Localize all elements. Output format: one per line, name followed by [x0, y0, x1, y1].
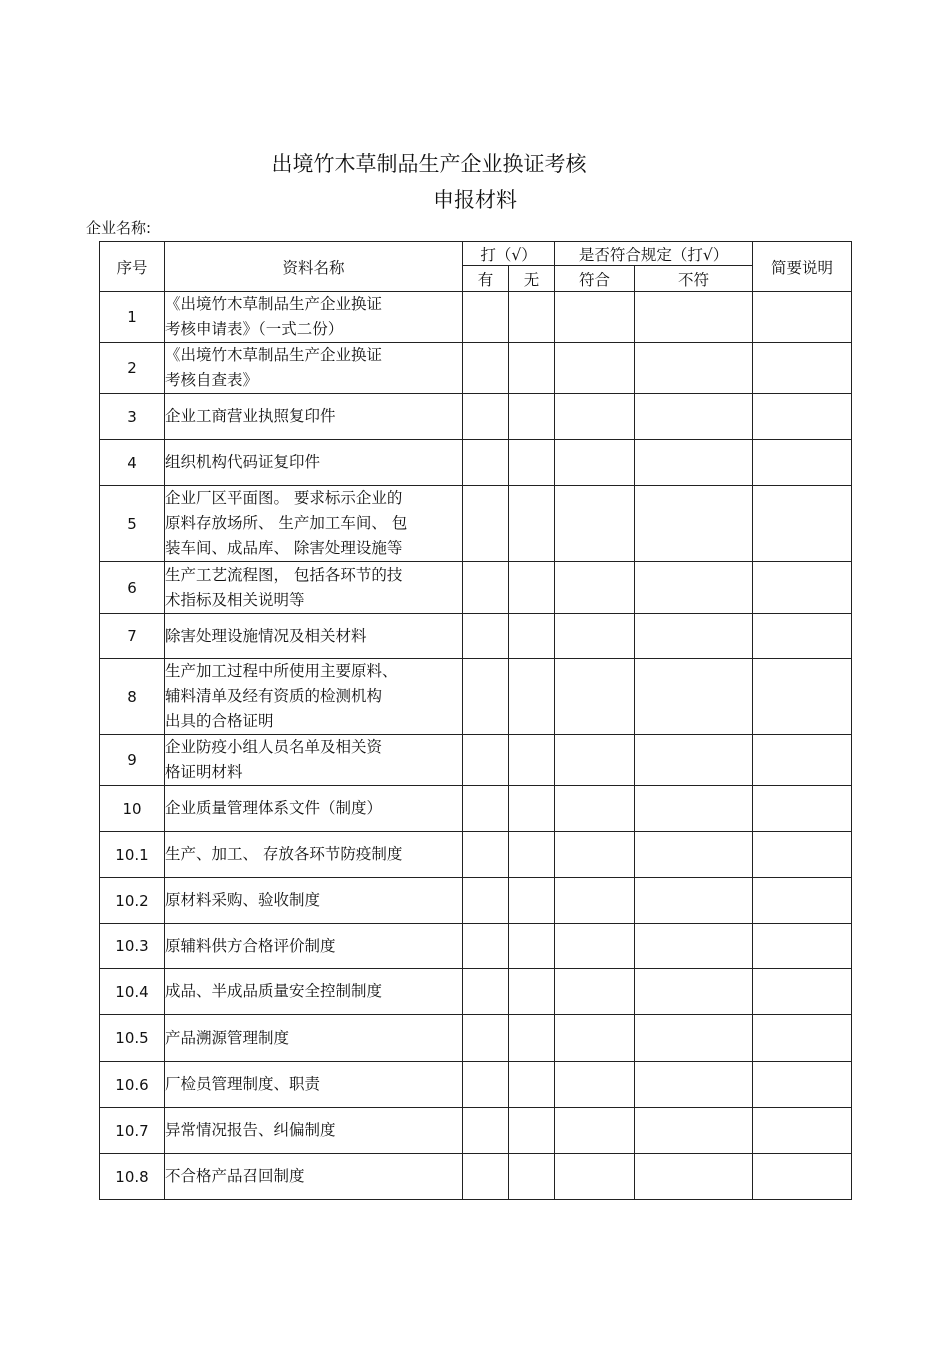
company-name-label: 企业名称:	[86, 219, 152, 237]
none-cell[interactable]	[509, 832, 555, 878]
material-name-line: 考核申请表》（一式二份）	[165, 320, 344, 338]
row-number: 7	[100, 614, 165, 659]
row-number: 10.7	[100, 1108, 165, 1154]
nonconform-cell[interactable]	[635, 394, 753, 440]
row-number: 1	[100, 292, 165, 343]
remark-cell[interactable]	[753, 394, 852, 440]
row-number: 2	[100, 343, 165, 394]
remark-cell[interactable]	[753, 486, 852, 562]
conform-cell[interactable]	[555, 786, 635, 832]
table-row	[100, 1015, 852, 1062]
material-name-line: 企业工商营业执照复印件	[165, 407, 336, 425]
remark-cell[interactable]	[753, 832, 852, 878]
material-name-cell	[165, 394, 463, 440]
has-cell[interactable]	[463, 735, 509, 786]
remark-cell[interactable]	[753, 924, 852, 969]
material-name-line: 成品、半成品质量安全控制制度	[165, 982, 383, 1000]
row-number: 5	[100, 486, 165, 562]
material-name-line: 企业质量管理体系文件（制度）	[165, 799, 383, 817]
document-title-line2: 申报材料	[433, 188, 517, 212]
table-row	[100, 832, 852, 878]
material-name-line: 组织机构代码证复印件	[165, 453, 321, 471]
material-name-line: 生产工艺流程图， 包括各环节的技	[165, 565, 403, 584]
material-name-line: 异常情况报告、纠偏制度	[165, 1121, 336, 1139]
conform-cell[interactable]	[555, 486, 635, 562]
nonconform-cell[interactable]	[635, 562, 753, 614]
conform-cell[interactable]	[555, 924, 635, 969]
conform-cell[interactable]	[555, 1108, 635, 1154]
row-number: 6	[100, 562, 165, 614]
none-cell[interactable]	[509, 786, 555, 832]
material-name-line: 原辅料供方合格评价制度	[165, 936, 336, 955]
material-name-line: 格证明材料	[165, 763, 243, 781]
table-row	[100, 562, 852, 614]
nonconform-cell[interactable]	[635, 659, 753, 735]
has-cell[interactable]	[463, 440, 509, 486]
none-cell[interactable]	[509, 1108, 555, 1154]
none-cell[interactable]	[509, 969, 555, 1015]
remark-cell[interactable]	[753, 969, 852, 1015]
conform-cell[interactable]	[555, 1015, 635, 1062]
conform-cell[interactable]	[555, 659, 635, 735]
conform-cell[interactable]	[555, 394, 635, 440]
conform-cell[interactable]	[555, 969, 635, 1015]
header-material-name: 资料名称	[165, 242, 463, 292]
remark-cell[interactable]	[753, 562, 852, 614]
row-number: 8	[100, 659, 165, 735]
table-row	[100, 659, 852, 735]
materials-table	[99, 241, 852, 1200]
material-name-line: 装车间、成品库、 除害处理设施等	[165, 539, 403, 557]
remark-cell[interactable]	[753, 735, 852, 786]
material-name-cell	[165, 343, 463, 394]
material-name-line: 考核自查表》	[165, 371, 259, 389]
row-number: 10.6	[100, 1062, 165, 1108]
material-name-cell	[165, 1154, 463, 1200]
nonconform-cell[interactable]	[635, 1108, 753, 1154]
table-body	[100, 292, 852, 1200]
none-cell[interactable]	[509, 659, 555, 735]
material-name-cell	[165, 1015, 463, 1062]
material-name-line: 原材料采购、验收制度	[165, 891, 321, 909]
none-cell[interactable]	[509, 562, 555, 614]
material-name-cell	[165, 1062, 463, 1108]
material-name-cell	[165, 735, 463, 786]
remark-cell[interactable]	[753, 292, 852, 343]
row-number: 10	[100, 786, 165, 832]
material-name-line: 不合格产品召回制度	[165, 1167, 305, 1185]
header-row	[100, 242, 852, 266]
conform-cell[interactable]	[555, 878, 635, 924]
material-name-cell	[165, 1108, 463, 1154]
row-number: 10.8	[100, 1154, 165, 1200]
none-cell[interactable]	[509, 486, 555, 562]
conform-cell[interactable]	[555, 440, 635, 486]
material-name-line: 企业厂区平面图。 要求标示企业的	[165, 489, 403, 507]
has-cell[interactable]	[463, 1062, 509, 1108]
table-row	[100, 1062, 852, 1108]
nonconform-cell[interactable]	[635, 969, 753, 1015]
nonconform-cell[interactable]	[635, 878, 753, 924]
nonconform-cell[interactable]	[635, 735, 753, 786]
remark-cell[interactable]	[753, 440, 852, 486]
table-row	[100, 786, 852, 832]
nonconform-cell[interactable]	[635, 1154, 753, 1200]
nonconform-cell[interactable]	[635, 486, 753, 562]
has-cell[interactable]	[463, 786, 509, 832]
material-name-line: 出具的合格证明	[165, 712, 274, 730]
conform-cell[interactable]	[555, 562, 635, 614]
table-row	[100, 1154, 852, 1200]
row-number: 3	[100, 394, 165, 440]
header-compliance: 是否符合规定（打√）	[555, 242, 753, 266]
none-cell[interactable]	[509, 292, 555, 343]
remark-cell[interactable]	[753, 343, 852, 394]
header-conform: 符合	[555, 266, 635, 292]
material-name-cell	[165, 924, 463, 969]
has-cell[interactable]	[463, 924, 509, 969]
has-cell[interactable]	[463, 486, 509, 562]
has-cell[interactable]	[463, 343, 509, 394]
has-cell[interactable]	[463, 878, 509, 924]
table-row	[100, 878, 852, 924]
table-row	[100, 343, 852, 394]
material-name-cell	[165, 832, 463, 878]
nonconform-cell[interactable]	[635, 292, 753, 343]
conform-cell[interactable]	[555, 832, 635, 878]
remark-cell[interactable]	[753, 659, 852, 735]
has-cell[interactable]	[463, 969, 509, 1015]
row-number: 10.2	[100, 878, 165, 924]
none-cell[interactable]	[509, 394, 555, 440]
table-row	[100, 969, 852, 1015]
material-name-cell	[165, 440, 463, 486]
header-no: 序号	[100, 242, 165, 292]
document-title-line1	[0, 148, 950, 178]
nonconform-cell[interactable]	[635, 343, 753, 394]
remark-cell[interactable]	[753, 614, 852, 659]
none-cell[interactable]	[509, 1154, 555, 1200]
material-name-cell	[165, 292, 463, 343]
conform-cell[interactable]	[555, 1154, 635, 1200]
has-cell[interactable]	[463, 1108, 509, 1154]
none-cell[interactable]	[509, 878, 555, 924]
remark-cell[interactable]	[753, 878, 852, 924]
table-row	[100, 614, 852, 659]
has-cell[interactable]	[463, 659, 509, 735]
nonconform-cell[interactable]	[635, 1015, 753, 1062]
material-name-line: 《出境竹木草制品生产企业换证	[165, 346, 383, 364]
nonconform-cell[interactable]	[635, 786, 753, 832]
none-cell[interactable]	[509, 440, 555, 486]
table-row	[100, 440, 852, 486]
has-cell[interactable]	[463, 394, 509, 440]
conform-cell[interactable]	[555, 735, 635, 786]
table-row	[100, 924, 852, 969]
table-row	[100, 394, 852, 440]
remark-cell[interactable]	[753, 1108, 852, 1154]
nonconform-cell[interactable]	[635, 832, 753, 878]
row-number: 9	[100, 735, 165, 786]
remark-cell[interactable]	[753, 786, 852, 832]
nonconform-cell[interactable]	[635, 924, 753, 969]
has-cell[interactable]	[463, 614, 509, 659]
material-name-line: 厂检员管理制度、职责	[165, 1075, 321, 1093]
row-number: 10.4	[100, 969, 165, 1015]
header-none: 无	[509, 266, 555, 292]
table-row	[100, 292, 852, 343]
material-name-line: 除害处理设施情况及相关材料	[165, 626, 367, 645]
remark-cell[interactable]	[753, 1062, 852, 1108]
table-row	[100, 1108, 852, 1154]
remark-cell[interactable]	[753, 1015, 852, 1062]
table-row	[100, 486, 852, 562]
material-name-cell	[165, 562, 463, 614]
material-name-line: 企业防疫小组人员名单及相关资	[165, 738, 383, 756]
header-remark: 简要说明	[753, 242, 852, 292]
material-name-line: 生产加工过程中所使用主要原料、	[165, 662, 398, 680]
material-name-line: 术指标及相关说明等	[165, 590, 305, 609]
conform-cell[interactable]	[555, 343, 635, 394]
none-cell[interactable]	[509, 343, 555, 394]
nonconform-cell[interactable]	[635, 1062, 753, 1108]
row-number: 4	[100, 440, 165, 486]
header-nonconform: 不符	[635, 266, 753, 292]
none-cell[interactable]	[509, 614, 555, 659]
material-name-cell	[165, 659, 463, 735]
material-name-line: 产品溯源管理制度	[165, 1028, 290, 1047]
has-cell[interactable]	[463, 832, 509, 878]
material-name-cell	[165, 969, 463, 1015]
material-name-line: 《出境竹木草制品生产企业换证	[165, 295, 383, 313]
header-has: 有	[463, 266, 509, 292]
material-name-cell	[165, 878, 463, 924]
table-row	[100, 735, 852, 786]
has-cell[interactable]	[463, 1154, 509, 1200]
material-name-line: 生产、加工、 存放各环节防疫制度	[165, 845, 403, 863]
nonconform-cell[interactable]	[635, 614, 753, 659]
none-cell[interactable]	[509, 1015, 555, 1062]
none-cell[interactable]	[509, 924, 555, 969]
remark-cell[interactable]	[753, 1154, 852, 1200]
material-name-line: 辅料清单及经有资质的检测机构	[165, 687, 383, 705]
row-number: 10.1	[100, 832, 165, 878]
conform-cell[interactable]	[555, 614, 635, 659]
none-cell[interactable]	[509, 1062, 555, 1108]
conform-cell[interactable]	[555, 1062, 635, 1108]
nonconform-cell[interactable]	[635, 440, 753, 486]
none-cell[interactable]	[509, 735, 555, 786]
has-cell[interactable]	[463, 1015, 509, 1062]
row-number: 10.5	[100, 1015, 165, 1062]
header-tick: 打（√）	[463, 242, 555, 266]
title-line1-text: 出境竹木草制品生产企业换证考核	[271, 152, 587, 176]
material-name-line: 原料存放场所、 生产加工车间、 包	[165, 514, 408, 532]
row-number: 10.3	[100, 924, 165, 969]
has-cell[interactable]	[463, 292, 509, 343]
conform-cell[interactable]	[555, 292, 635, 343]
material-name-cell	[165, 486, 463, 562]
material-name-cell	[165, 786, 463, 832]
has-cell[interactable]	[463, 562, 509, 614]
material-name-cell	[165, 614, 463, 659]
